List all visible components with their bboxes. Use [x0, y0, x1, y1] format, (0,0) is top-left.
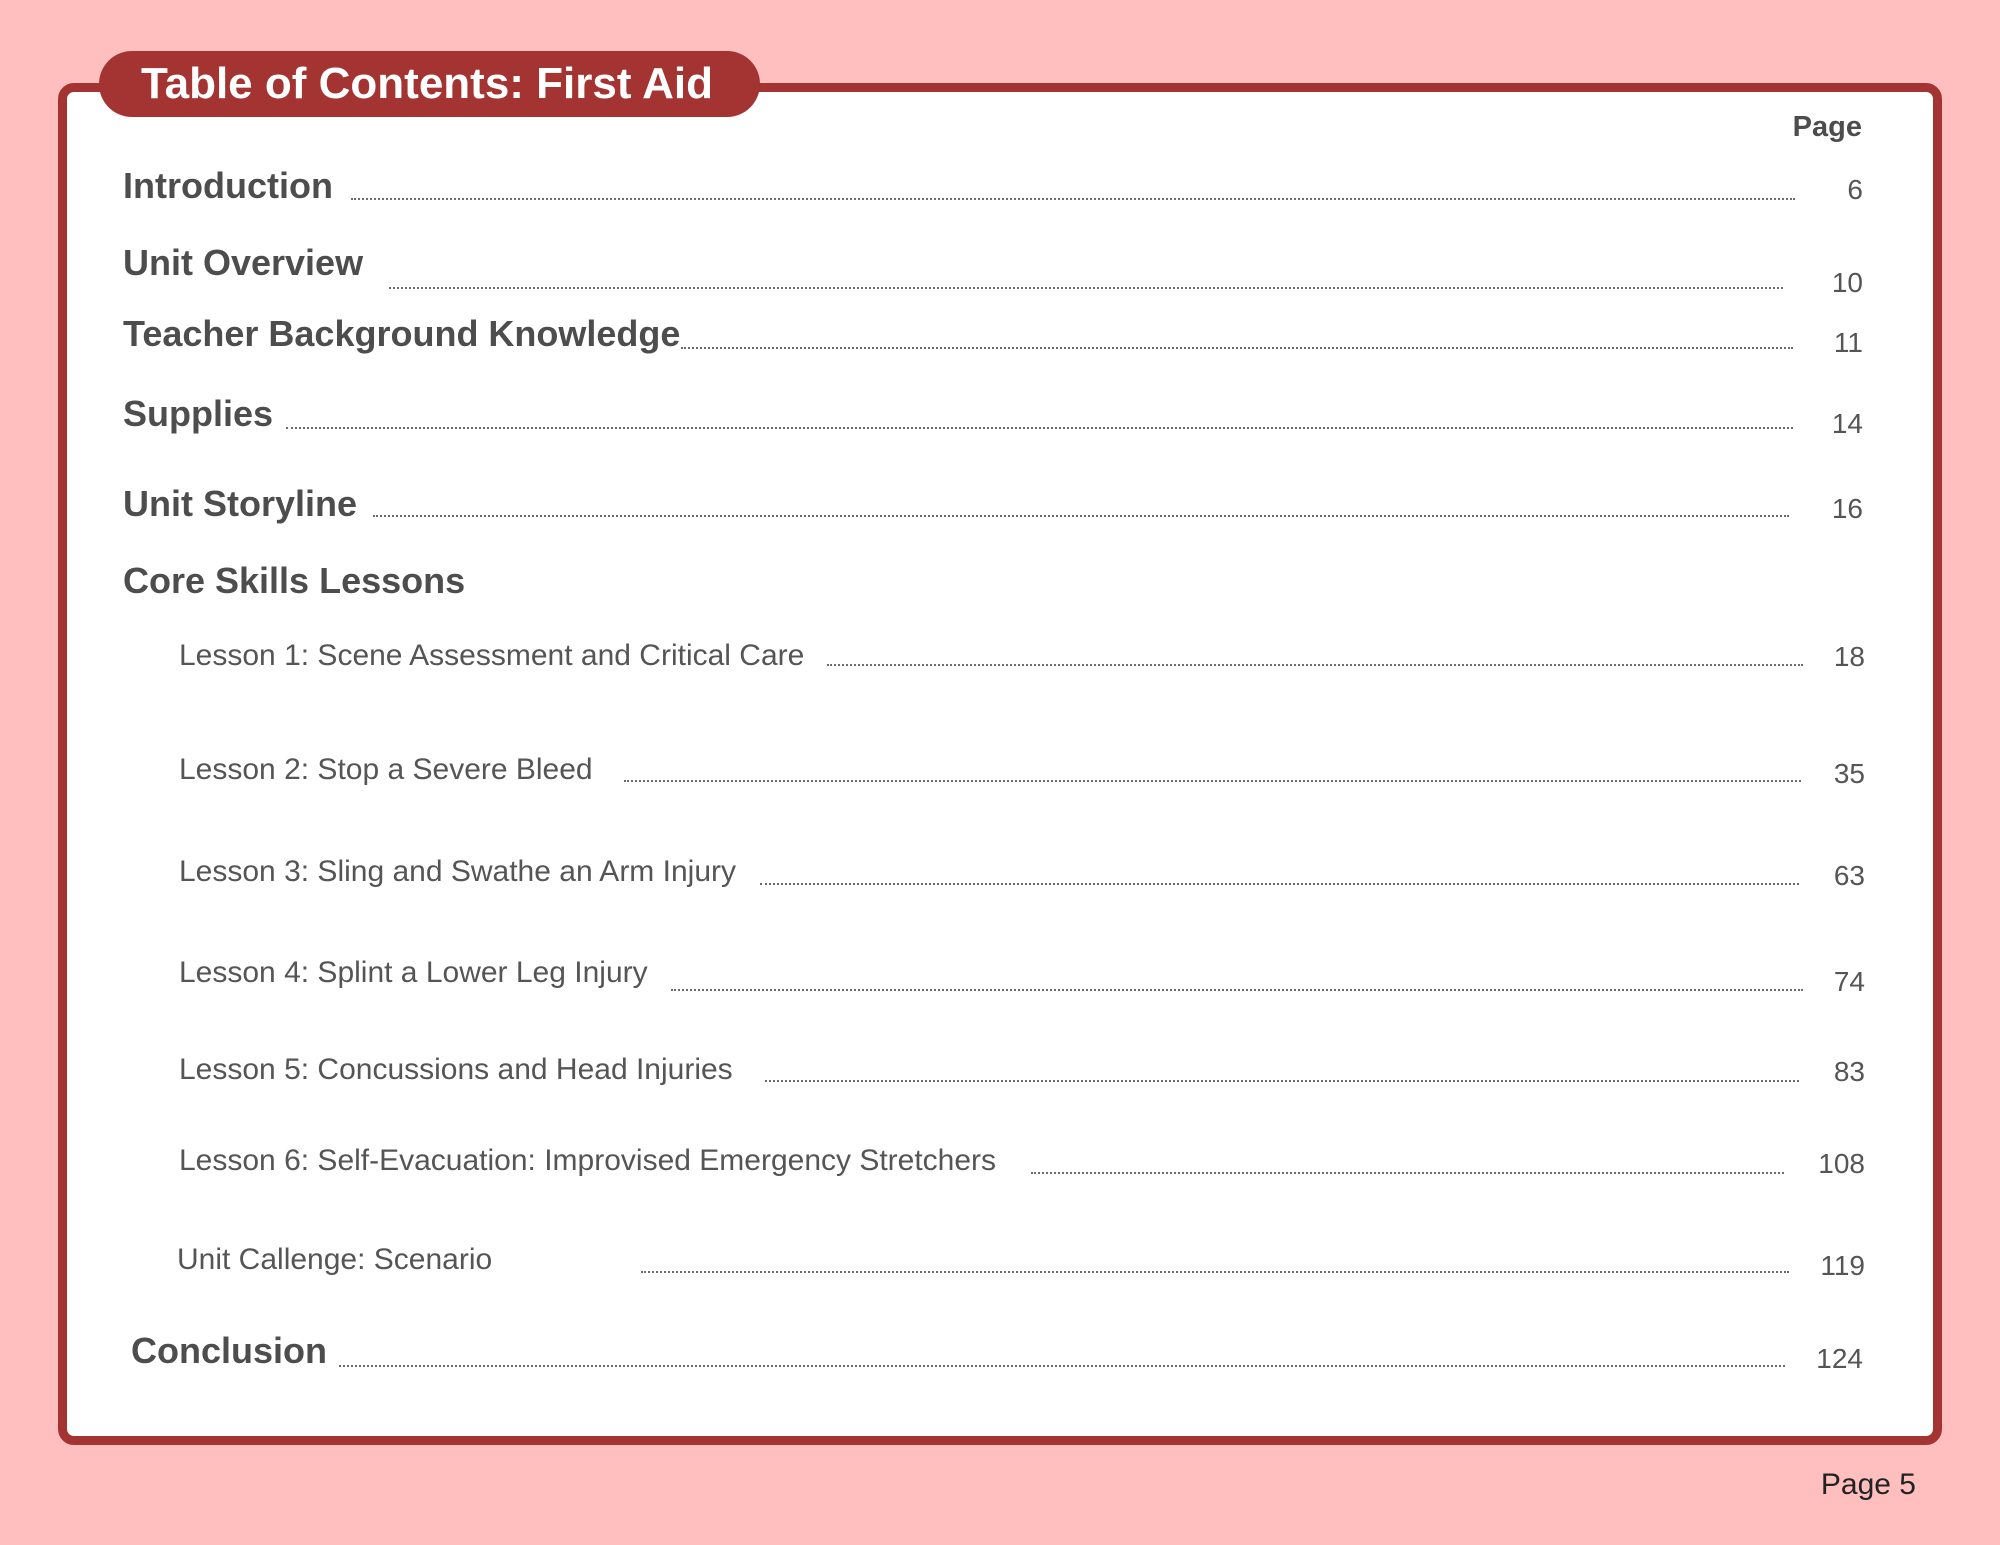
dot-leader: [286, 427, 1793, 429]
dot-leader: [351, 198, 1795, 200]
dot-leader: [389, 287, 1783, 289]
toc-entry-page: 11: [1833, 327, 1863, 358]
page-column-header: Page: [1792, 111, 1862, 143]
dot-leader: [1031, 1172, 1784, 1174]
toc-entry-label: Lesson 1: Scene Assessment and Critical Care: [179, 639, 805, 672]
toc-entry-label: Unit Overview: [123, 242, 364, 283]
toc-entry-page: 6: [1847, 174, 1863, 205]
toc-entry-unit-overview[interactable]: [123, 242, 1863, 302]
toc-entry-label: Lesson 5: Concussions and Head Injuries: [179, 1053, 733, 1086]
toc-entry-page: 16: [1831, 493, 1863, 524]
toc-entry-label: Unit Storyline: [123, 483, 358, 524]
toc-entry-unit-storyline[interactable]: [123, 483, 1863, 533]
toc-entry-lesson-2[interactable]: [179, 753, 1865, 803]
dot-leader: [765, 1080, 1799, 1082]
dot-leader: [624, 780, 1801, 782]
toc-entry-label: Lesson 4: Splint a Lower Leg Injury: [179, 956, 648, 989]
toc-entry-page: 63: [1833, 860, 1865, 891]
toc-entry-teacher-background[interactable]: [123, 313, 1863, 363]
toc-entry-page: 18: [1833, 641, 1865, 672]
toc-entry-page: 119: [1820, 1250, 1865, 1281]
toc-entry-label: Conclusion: [131, 1330, 327, 1371]
core-skills-heading: Core Skills Lessons: [123, 560, 466, 601]
toc-entry-lesson-4[interactable]: [179, 956, 1865, 1006]
toc-entry-label: Supplies: [123, 393, 274, 434]
toc-entry-page: 124: [1816, 1343, 1863, 1374]
toc-entry-page: 14: [1831, 408, 1863, 439]
toc-entry-page: 35: [1833, 758, 1865, 789]
dot-leader: [373, 515, 1789, 517]
dot-leader: [641, 1271, 1789, 1273]
dot-leader: [827, 664, 1803, 666]
footer-page-number: Page 5: [1820, 1468, 1916, 1501]
toc-entry-lesson-5[interactable]: [179, 1053, 1865, 1103]
toc-entry-label: Lesson 2: Stop a Severe Bleed: [179, 753, 593, 786]
toc-entry-conclusion[interactable]: [131, 1330, 1863, 1380]
toc-entry-label: Lesson 3: Sling and Swathe an Arm Injury: [179, 855, 736, 888]
toc-entry-lesson-6[interactable]: [179, 1144, 1865, 1194]
toc-entry-page: 74: [1833, 966, 1865, 997]
dot-leader: [760, 883, 1799, 885]
toc-entry-page: 10: [1831, 267, 1863, 298]
dot-leader: [339, 1365, 1785, 1367]
dot-leader: [671, 989, 1803, 991]
toc-entry-lesson-1[interactable]: [179, 639, 1865, 689]
toc-entry-label: Teacher Background Knowledge: [123, 313, 681, 354]
toc-entry-introduction[interactable]: [123, 165, 1863, 215]
toc-entry-supplies[interactable]: [123, 393, 1863, 443]
toc-entry-label: Lesson 6: Self-Evacuation: Improvised Emergency Stretchers: [179, 1144, 997, 1177]
toc-entry-page: 83: [1833, 1056, 1865, 1087]
toc-entry-label: Unit Callenge: Scenario: [177, 1243, 493, 1276]
toc-title: Table of Contents: First Aid: [99, 51, 760, 117]
toc-entry-page: 108: [1818, 1148, 1865, 1179]
toc-entry-unit-challenge[interactable]: [177, 1243, 1865, 1293]
dot-leader: [681, 347, 1793, 349]
toc-entry-lesson-3[interactable]: [179, 855, 1865, 905]
toc-entry-label: Introduction: [123, 165, 333, 206]
